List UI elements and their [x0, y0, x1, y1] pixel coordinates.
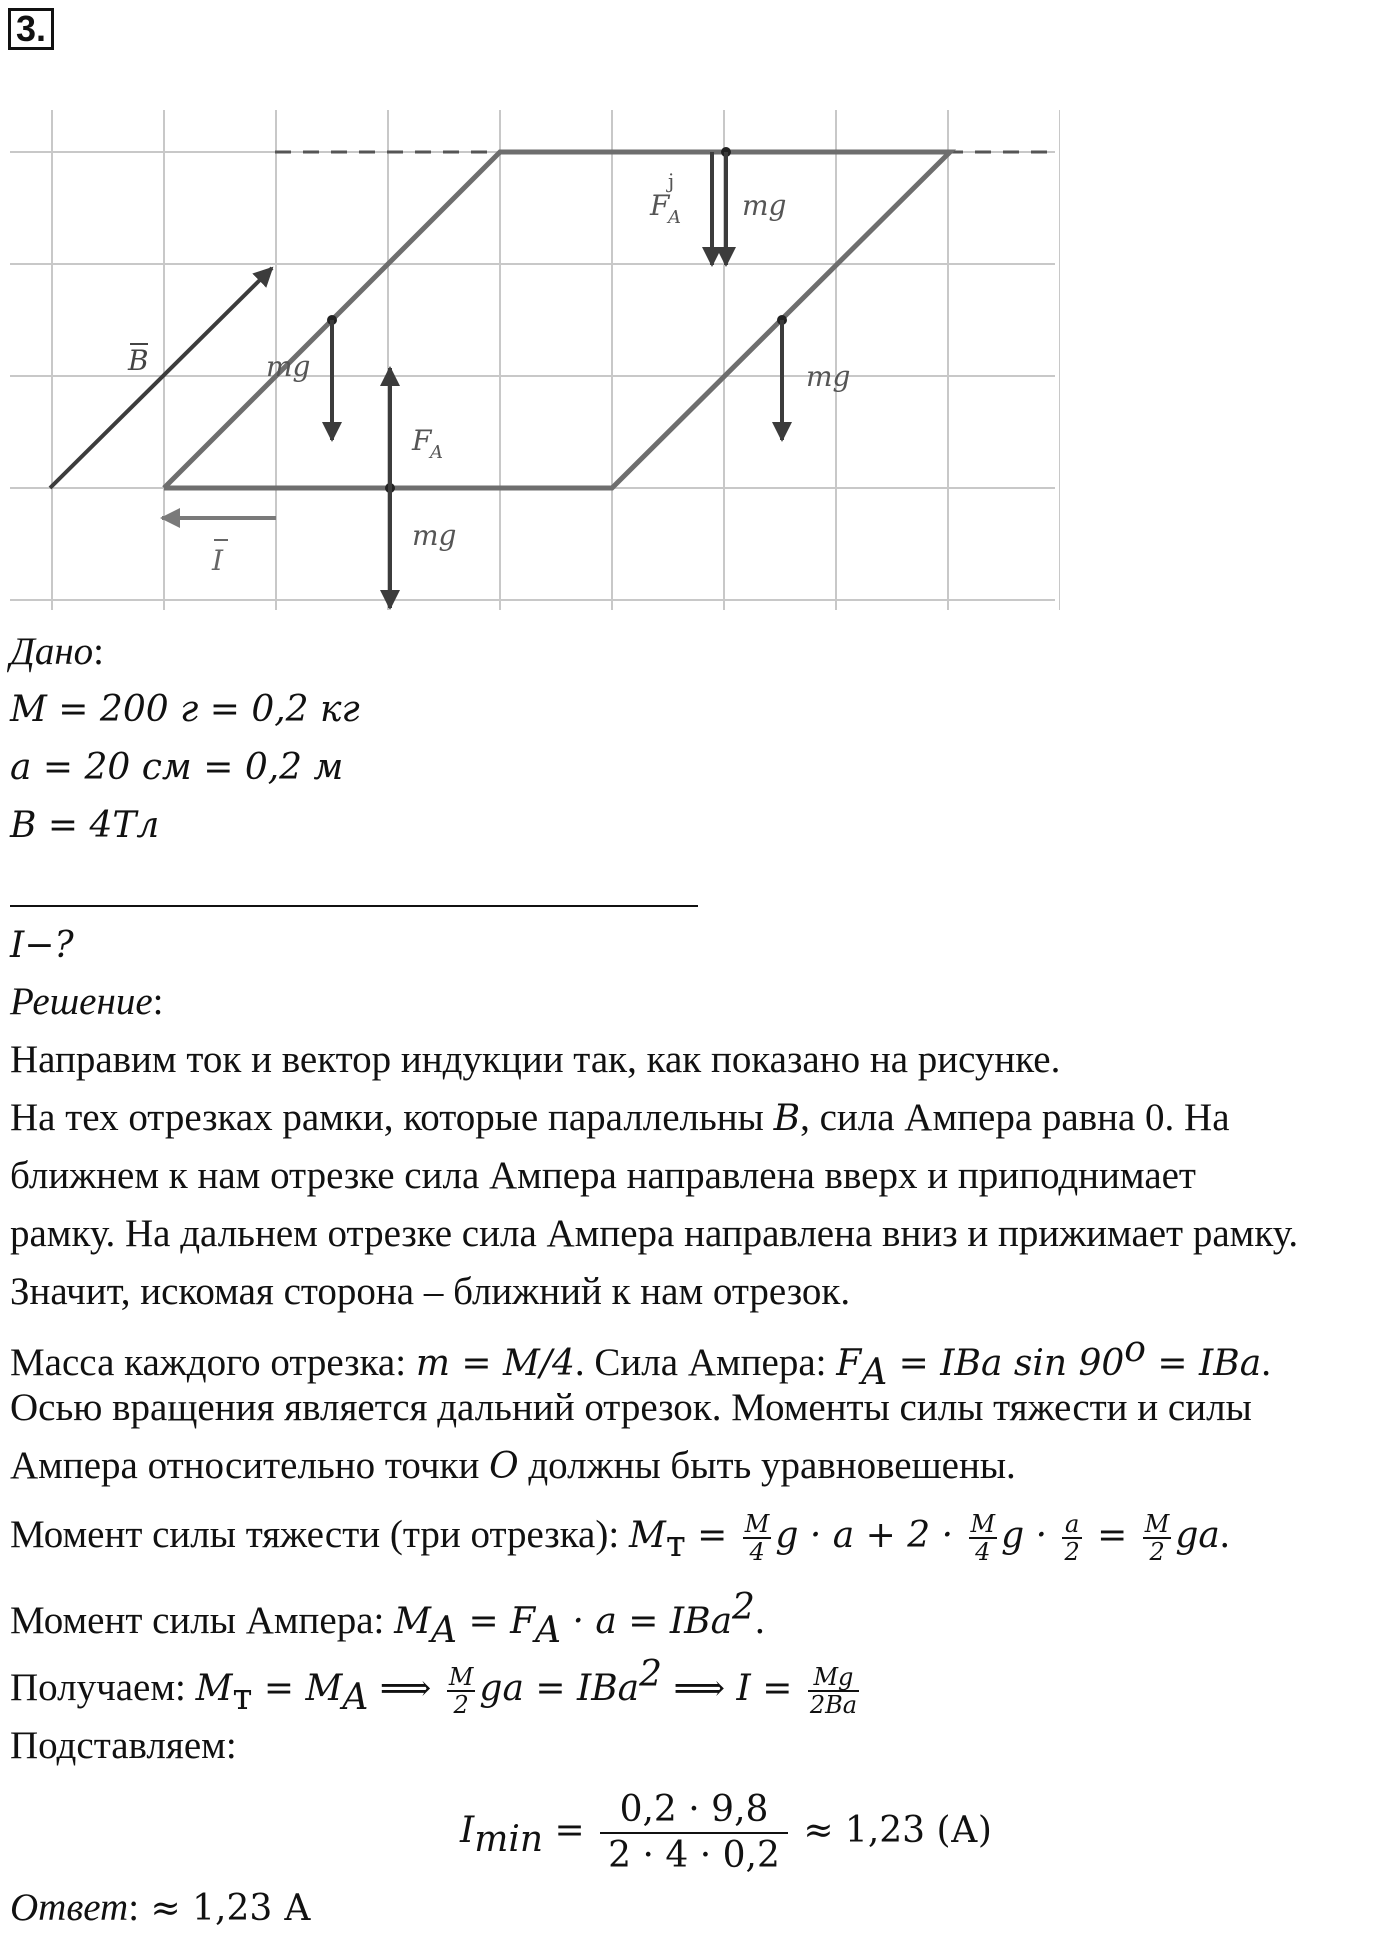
p6c: . Сила Ампера: [574, 1341, 837, 1384]
p10g: 2 [732, 1587, 755, 1628]
p11c: т [232, 1676, 253, 1718]
given-colon: : [93, 630, 105, 673]
solution-heading-line [10, 978, 163, 1026]
frac-num: Mg [808, 1664, 859, 1692]
given-mass: M = 200 г = 0,2 кг [10, 689, 360, 730]
p11i: ⟹ I = [662, 1668, 804, 1709]
given-field: B = 4Тл [10, 805, 160, 846]
final-eq: = [543, 1810, 597, 1851]
frac-den: 2 [1149, 1538, 1165, 1567]
grid [10, 110, 1060, 610]
answer-colon: : [128, 1886, 140, 1929]
final-fraction [600, 1788, 788, 1878]
p9c: т [665, 1523, 686, 1565]
p11e: A [342, 1676, 369, 1718]
p2b: B [773, 1098, 801, 1139]
mg-label-left-side: mg [266, 350, 311, 383]
p11d: = M [252, 1668, 343, 1709]
p8c: должны быть уравновешены. [518, 1444, 1016, 1487]
frac-num: M [970, 1510, 996, 1539]
given-separator [10, 905, 698, 907]
problem-number: 3. [8, 8, 54, 50]
p9e: g · a + 2 · [775, 1515, 965, 1556]
p8a: Ампера относительно точки [10, 1444, 490, 1487]
p11g: ga = IBa [479, 1668, 640, 1709]
p11f: ⟹ [368, 1668, 443, 1709]
p10a: Момент силы Ампера: [10, 1599, 395, 1642]
p10d: = F [457, 1601, 536, 1642]
p9g: = [1085, 1515, 1139, 1556]
solution-p5: Значит, искомая сторона – ближний к нам отрезок. [10, 1270, 851, 1313]
final-sub: min [474, 1818, 544, 1860]
p6b: m = M/4 [415, 1343, 575, 1384]
frac-m4-b [969, 1511, 998, 1565]
mg-label-far-side: mg [742, 189, 787, 222]
p9f: g · [1001, 1515, 1059, 1556]
frac-m4-a [743, 1511, 772, 1565]
solution-p1: Направим ток и вектор индукции так, как показано на рисунке. [10, 1038, 1061, 1081]
p6f: = IBa sin 90 [887, 1343, 1125, 1384]
answer-label: Ответ [10, 1886, 129, 1929]
p10c: A [431, 1609, 458, 1651]
solution-p3: ближнем к нам отрезке сила Ампера направлена вверх и приподнимает [10, 1154, 1196, 1197]
final-num: 0,2 · 9,8 [600, 1788, 788, 1834]
frac-num: M [1144, 1510, 1170, 1539]
b-vector-arrow [50, 268, 272, 488]
solution-p12: Подставляем: [10, 1724, 237, 1767]
frac-m2-b [447, 1664, 476, 1718]
frac-den: 4 [975, 1538, 991, 1567]
p6e: A [861, 1351, 888, 1393]
frac-den: 2Ba [809, 1691, 858, 1720]
frac-m2 [1143, 1511, 1172, 1565]
fa-label-near-side: F [412, 424, 432, 457]
frac-a2 [1062, 1511, 1081, 1565]
frac-den: 2 [1064, 1538, 1080, 1567]
physics-figure [0, 100, 1060, 620]
fa-sub-near-side: A [430, 442, 443, 463]
p6d: F [836, 1343, 862, 1384]
current-label: I [212, 544, 224, 577]
solution-p9 [10, 1500, 1230, 1580]
solution-colon: : [152, 980, 164, 1023]
p9h: ga [1175, 1515, 1220, 1556]
frac-num: M [744, 1510, 770, 1539]
given-heading: Дано [10, 630, 94, 673]
fa-sub-far-side: A [668, 207, 681, 228]
find-current: I−? [10, 925, 74, 966]
mg-label-near-side: mg [412, 519, 457, 552]
answer-line [10, 1884, 311, 1933]
frac-num: a [1062, 1511, 1081, 1539]
mg-label-right-side: mg [806, 360, 851, 393]
p11a: Получаем: [10, 1666, 196, 1709]
j-label: j [668, 169, 675, 193]
frac-den: 4 [749, 1538, 765, 1567]
p2a: На тех отрезках рамки, которые параллельны [10, 1096, 774, 1139]
p6h: = IBa [1145, 1343, 1262, 1384]
p10f: · a = IBa [561, 1601, 733, 1642]
solution-p4: рамку. На дальнем отрезке сила Ампера направлена вниз и прижимает рамку. [10, 1212, 1299, 1255]
b-label: B [128, 344, 149, 377]
p2c: , сила Ампера равна 0. На [800, 1096, 1230, 1139]
solution-p8 [10, 1442, 1016, 1491]
final-formula [460, 1775, 992, 1895]
p10h: . [754, 1599, 765, 1642]
p6i: . [1261, 1341, 1271, 1384]
frame [164, 152, 950, 488]
solution-p2 [10, 1094, 1230, 1143]
fa-label-far-side: F [650, 189, 670, 222]
p10b: M [394, 1601, 432, 1642]
final-result: ≈ 1,23 (А) [791, 1810, 992, 1851]
solution-p7: Осью вращения является дальний отрезок. Моменты силы тяжести и силы [10, 1386, 1252, 1429]
p11b: M [195, 1668, 233, 1709]
p6a: Масса каждого отрезка: [10, 1341, 416, 1384]
frac-num: M [448, 1663, 474, 1692]
answer-value: ≈ 1,23 А [139, 1888, 311, 1929]
p9a: Момент силы тяжести (три отрезка): [10, 1513, 629, 1556]
frac-mg-2ba [808, 1664, 859, 1718]
frac-den: 2 [453, 1691, 469, 1720]
p9d: = [685, 1515, 739, 1556]
given-heading-line [10, 628, 104, 676]
final-i: I [460, 1810, 475, 1851]
p9i: . [1219, 1513, 1230, 1556]
given-side: a = 20 см = 0,2 м [10, 747, 344, 788]
p6g: o [1124, 1329, 1146, 1370]
p10e: A [535, 1609, 562, 1651]
p11h: 2 [639, 1654, 663, 1695]
p8b: O [489, 1446, 519, 1487]
p9b: M [628, 1515, 666, 1556]
solution-heading: Решение [10, 980, 153, 1023]
final-den: 2 · 4 · 0,2 [608, 1835, 780, 1877]
solution-p11 [10, 1640, 863, 1733]
